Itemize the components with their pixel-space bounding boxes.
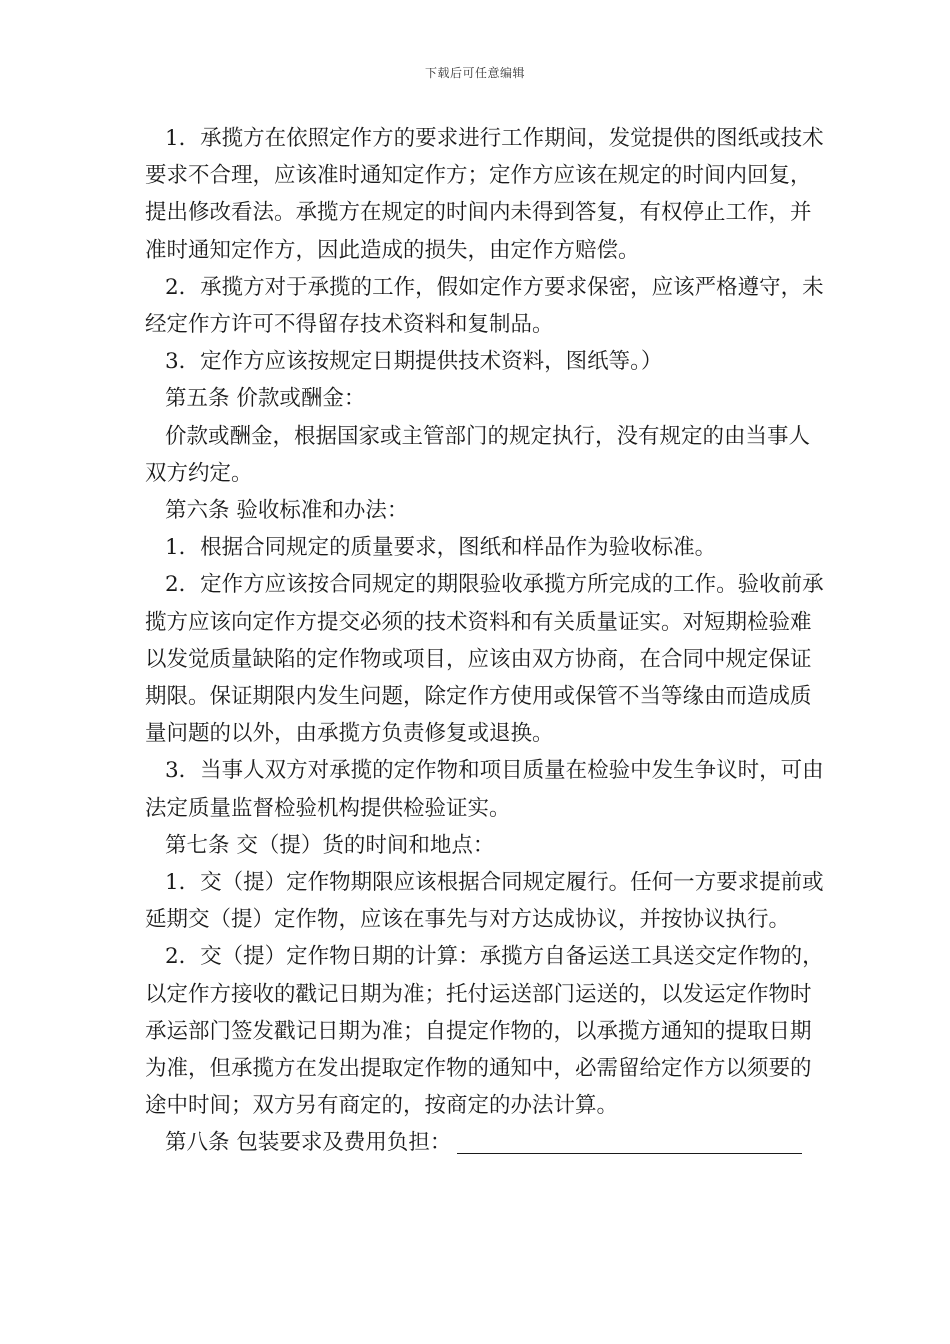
- paragraph-item-1: 1．承揽方在依照定作方的要求进行工作期间，发觉提供的图纸或技术要求不合理，应该准时通知定作方；定作方应该在规定的时间内回复，提出修改看法。承揽方在规定的时间内未得到答复，有权停止工作，并准时通知定作方，因此造成的损失，由定作方赔偿。: [145, 126, 824, 263]
- article-6-item-3: 3．当事人双方对承揽的定作物和项目质量在检验中发生争议时，可由法定质量监督检验机构提供检验证实。: [145, 758, 824, 821]
- paragraph-item-2: 2．承揽方对于承揽的工作，假如定作方要求保密，应该严格遵守，未经定作方许可不得留存技术资料和复制品。: [145, 274, 824, 338]
- article-8-heading-text: 第八条 包装要求及费用负担：: [165, 1130, 452, 1156]
- article-5-heading: 第五条 价款或酬金：: [165, 386, 366, 412]
- article-5-body: 价款或酬金，根据国家或主管部门的规定执行，没有规定的由当事人双方约定。: [145, 423, 811, 486]
- article-7-item-2: 2．交（提）定作物日期的计算：承揽方自备运送工具送交定作物的，以定作方接收的戳记日期为准；托付运送部门运送的，以发运定作物时承运部门签发戳记日期为准；自提定作物的，以承揽方通知的提取日期为准，但承揽方在发出提取定作物的通知中，必需留给定作方以须要的途中时间；双方另有商定的，按商定的办法计算。: [145, 944, 824, 1119]
- document-body: [145, 120, 825, 1162]
- article-7-heading: 第七条 交（提）货的时间和地点：: [165, 832, 495, 858]
- page-header: 下载后可任意编辑: [424, 66, 525, 80]
- article-8-heading: [145, 1124, 825, 1161]
- article-6-item-1: 1．根据合同规定的质量要求，图纸和样品作为验收标准。: [165, 535, 717, 561]
- article-6-heading: 第六条 验收标准和办法：: [165, 498, 409, 524]
- blank-fill-line: [457, 1127, 802, 1154]
- article-7-item-1: 1．交（提）定作物期限应该根据合同规定履行。任何一方要求提前或延期交（提）定作物，应该在事先与对方达成协议，并按协议执行。: [145, 870, 824, 933]
- paragraph-item-3: 3．定作方应该按规定日期提供技术资料，图纸等。）: [165, 349, 663, 375]
- article-6-item-2: 2．定作方应该按合同规定的期限验收承揽方所完成的工作。验收前承揽方应该向定作方提交必须的技术资料和有关质量证实。对短期检验难以发觉质量缺陷的定作物或项目，应该由双方协商，在合同中规定保证期限。保证期限内发生问题，除定作方使用或保管不当等缘由而造成质量问题的以外，由承揽方负责修复或退换。: [145, 572, 824, 747]
